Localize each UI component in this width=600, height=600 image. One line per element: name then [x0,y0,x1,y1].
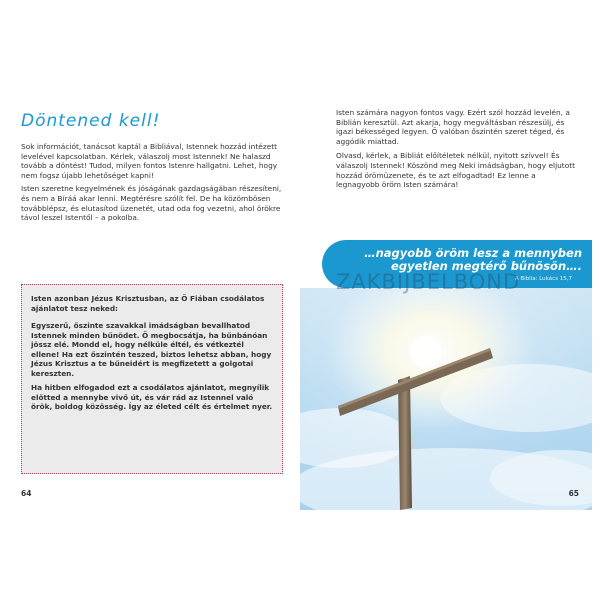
right-paragraph: Isten számára nagyon fontos vagy. Ezért szól hozzád levelén, a Biblián keresztül. Azt akarja, hogy megváltásban részesülj, és igazi békességed legyen. Ő valóban őszintén szeret téged, és aggódik miattad. [336,108,570,146]
page-heading: Döntened kell! [21,111,161,131]
right-page [300,90,592,510]
callout-paragraph: Egyszerű, őszinte szavakkal imádságban bevallhatod Istennek minden bűnödet. Ő megbocsátja, ha bűnbánóan jössz elé. Mondd el, hogy nélküle éltél, és vétkeztél ellene! Ha ezt őszintén teszed, biztos lehetsz abban, hogy Jézus Krisztus a te bűneidért is megfizetett a golgotai kereszten. [31,321,272,378]
cross-in-clouds-illustration [300,288,592,510]
banner-quote: …nagyobb öröm lesz a mennyben egyetlen megtérő bűnösön…. [364,246,582,273]
left-body-text [21,142,289,227]
page-number-right: 65 [568,489,579,498]
booklet-spread [8,90,592,510]
page-number-left: 64 [21,489,32,498]
callout-intro: Isten azonban Jézus Krisztusban, az Ő Fiában csodálatos ajánlatot tesz neked: [31,294,265,313]
sky-cross-image [300,288,592,510]
right-paragraph: Olvasd, kérlek, a Bibliát előítéletek nélkül, nyitott szívvel! És válaszolj Istennek! Köszönd meg Neki imádságban, hogy eljutott hozzád örömüzenete, és te azt elfogadtad! Ez lenne a legnagyobb öröm Isten számára! [336,151,576,190]
publisher-watermark: ZAKBIJBELBOND [336,270,521,294]
left-paragraph: Sok információt, tanácsot kaptál a Bibliával, Istennek hozzád intézett levelével kapcsolatban. Kérlek, válaszolj most Istennek! Ne halaszd tovább a döntést! Tudod, milyen fontos Istenre hallgatni. Lehet, hogy nem fogsz újabb lehetőséget kapni! [21,142,278,180]
left-paragraph: Isten szeretne kegyelmének és jóságának gazdagságában részesíteni, és nem a Bíráá akar lenni. Megtérésre szólít fel. De ha közömbösen továbblépsz, és elutasítod üzenetét, utad oda fog vezetni, ahol örökre távol leszel Istentől – a pokolba. [21,184,282,223]
callout-paragraph: Ha hitben elfogadod ezt a csodálatos ajánlatot, megnyílik előtted a mennybe vivő út, és vár rád az Istennel való örök, boldog közösség. Így az életed célt és értelmet nyer. [31,383,273,411]
banner-reference: A Biblia: Lukács 15,7 [514,276,572,282]
right-body-text [336,108,581,195]
left-page [8,90,300,510]
offer-callout-box [21,284,283,474]
